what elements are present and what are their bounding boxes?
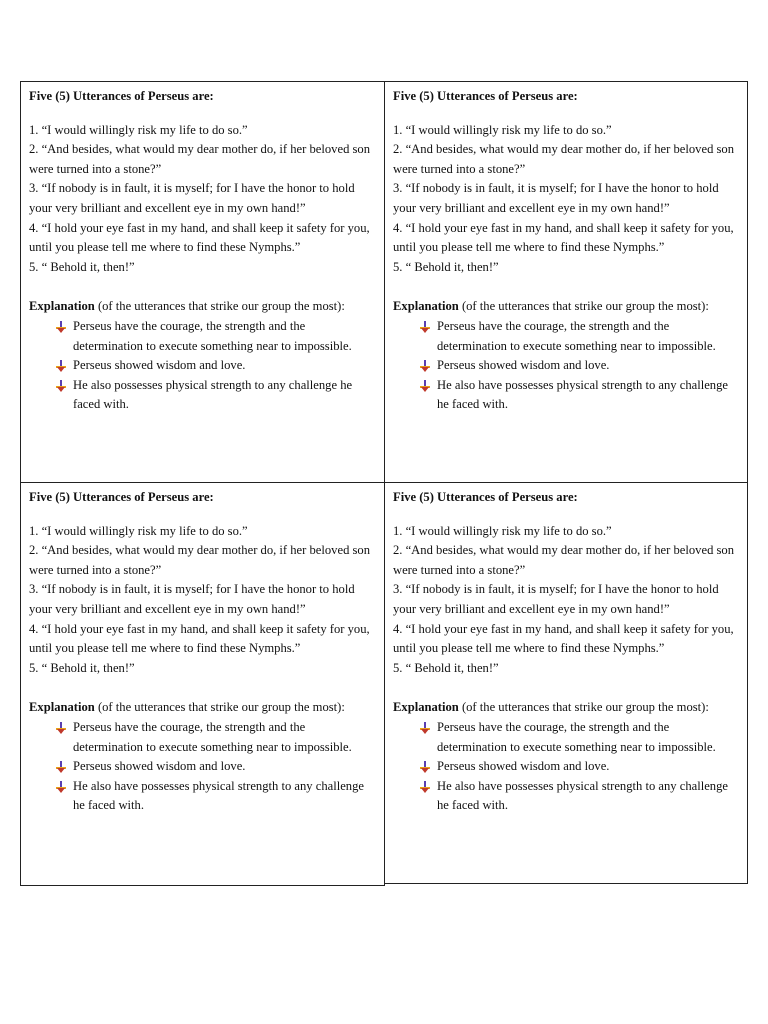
utterance-item: 5. “ Behold it, then!” [29,259,135,274]
bullet-text: He also have possesses physical strength to any challenge he faced with. [73,778,364,813]
utterance-item: 5. “ Behold it, then!” [29,660,135,675]
utterance-item: 2. “And besides, what would my dear mother do, if her beloved son were turned into a stone?” [29,142,371,176]
utterance-item: 2. “And besides, what would my dear mother do, if her beloved son were turned into a stone?” [393,543,735,577]
utterance-list [393,121,739,278]
explanation-label: Explanation [393,299,459,314]
utterance-item: 1. “I would willingly risk my life to do so.” [393,523,612,538]
bullet-item [53,317,376,356]
utterance-item: 4. “I hold your eye fast in my hand, and shall keep it safety for you, until you please tell me where to find these Nymphs.” [29,220,370,255]
explanation [393,698,739,718]
bullet-item [53,356,376,376]
explanation-text: (of the utterances that strike our group the most): [94,700,345,715]
utterance-item: 2. “And besides, what would my dear mother do, if her beloved son were turned into a stone?” [393,142,735,176]
arrow-down-icon [419,380,431,392]
utterance-item: 2. “And besides, what would my dear mother do, if her beloved son were turned into a stone?” [29,543,371,577]
utterance-card [384,482,748,884]
bullet-text: Perseus have the courage, the strength and the determination to execute something near to impossible. [73,719,352,754]
explanation-label: Explanation [393,700,459,715]
explanation-bullets [29,718,376,816]
utterance-item: 4. “I hold your eye fast in my hand, and shall keep it safety for you, until you please tell me where to find these Nymphs.” [393,220,734,255]
arrow-down-icon [419,781,431,793]
bullet-item [417,718,739,757]
explanation-text: (of the utterances that strike our group the most): [458,299,709,314]
arrow-down-icon [55,360,67,372]
arrow-down-icon [55,761,67,773]
utterance-card [20,482,385,886]
bullet-text: Perseus have the courage, the strength and the determination to execute something near to impossible. [73,318,352,353]
arrow-down-icon [55,722,67,734]
arrow-down-icon [419,761,431,773]
bullet-text: He also have possesses physical strength to any challenge he faced with. [437,778,728,813]
card-heading: Five (5) Utterances of Perseus are: [29,89,214,103]
utterance-item: 1. “I would willingly risk my life to do so.” [29,523,248,538]
utterance-item: 4. “I hold your eye fast in my hand, and shall keep it safety for you, until you please tell me where to find these Nymphs.” [393,621,734,656]
bullet-text: Perseus have the courage, the strength and the determination to execute something near to impossible. [437,318,716,353]
bullet-item [417,376,739,415]
utterance-item: 5. “ Behold it, then!” [393,259,499,274]
explanation [29,297,376,317]
arrow-down-icon [55,781,67,793]
bullet-text: He also possesses physical strength to any challenge he faced with. [73,377,353,412]
card-heading: Five (5) Utterances of Perseus are: [393,490,578,504]
arrow-down-icon [55,380,67,392]
bullet-item [53,718,376,757]
arrow-down-icon [419,321,431,333]
bullet-text: He also have possesses physical strength to any challenge he faced with. [437,377,728,412]
bullet-text: Perseus showed wisdom and love. [437,358,610,373]
bullet-item [417,777,739,816]
bullet-item [53,757,376,777]
bullet-item [417,757,739,777]
bullet-text: Perseus have the courage, the strength and the determination to execute something near to impossible. [437,719,716,754]
utterance-item: 1. “I would willingly risk my life to do so.” [29,122,248,137]
utterance-item: 5. “ Behold it, then!” [393,660,499,675]
explanation-bullets [393,317,739,415]
explanation-bullets [29,317,376,415]
bullet-text: Perseus showed wisdom and love. [73,759,246,774]
bullet-item [417,317,739,356]
utterance-list [29,522,376,679]
utterance-item: 1. “I would willingly risk my life to do so.” [393,122,612,137]
utterance-item: 3. “If nobody is in fault, it is myself; for I have the honor to hold your very brilliant and excellent eye in my own hand!” [393,582,719,616]
arrow-down-icon [55,321,67,333]
explanation-label: Explanation [29,700,95,715]
card-heading: Five (5) Utterances of Perseus are: [393,89,578,103]
explanation-text: (of the utterances that strike our group the most): [458,700,709,715]
utterance-card [20,81,385,483]
utterance-item: 3. “If nobody is in fault, it is myself; for I have the honor to hold your very brilliant and excellent eye in my own hand!” [29,582,355,616]
utterance-item: 3. “If nobody is in fault, it is myself; for I have the honor to hold your very brilliant and excellent eye in my own hand!” [393,181,719,215]
card-heading: Five (5) Utterances of Perseus are: [29,490,214,504]
explanation-bullets [393,718,739,816]
utterance-card [384,81,748,483]
utterance-list [29,121,376,278]
bullet-item [53,777,376,816]
explanation-text: (of the utterances that strike our group the most): [94,299,345,314]
bullet-text: Perseus showed wisdom and love. [437,759,610,774]
utterance-list [393,522,739,679]
utterance-item: 4. “I hold your eye fast in my hand, and shall keep it safety for you, until you please tell me where to find these Nymphs.” [29,621,370,656]
explanation [393,297,739,317]
arrow-down-icon [419,360,431,372]
explanation [29,698,376,718]
bullet-item [417,356,739,376]
utterance-item: 3. “If nobody is in fault, it is myself; for I have the honor to hold your very brilliant and excellent eye in my own hand!” [29,181,355,215]
explanation-label: Explanation [29,299,95,314]
bullet-item [53,376,376,415]
bullet-text: Perseus showed wisdom and love. [73,358,246,373]
arrow-down-icon [419,722,431,734]
